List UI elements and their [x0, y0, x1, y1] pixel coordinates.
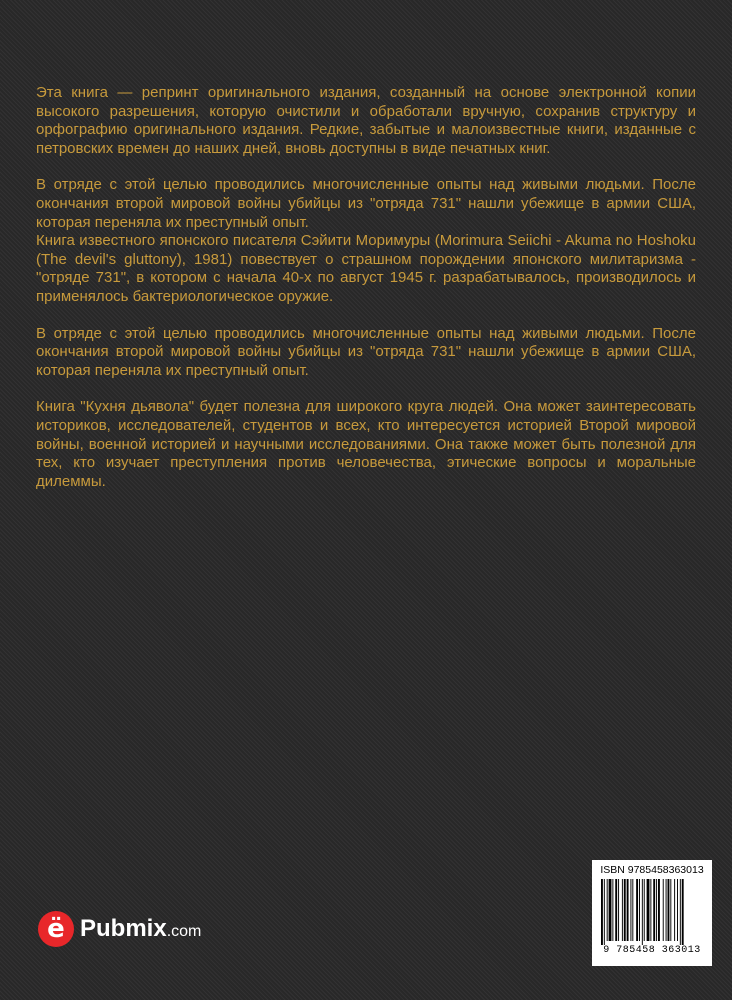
isbn-digits: 9 785458 363013: [603, 945, 701, 956]
back-cover-description: [36, 84, 696, 509]
pubmix-logo: [38, 906, 201, 952]
pubmix-logo-mark-icon: ё: [38, 911, 74, 947]
paragraph-unit-731-description: В отряде с этой целью проводились многочисленные опыты над живыми людьми. После окончания второй мировой войны убийцы из "отряда 731" нашли убежище в армии США, которая переняла их преступный опыт. Книга известного японского писателя Сэйити Моримуры (Morimura Seiichi - Akuma no Hoshoku (The devil's gluttony), 1981) повествует о страшном порождении японского милитаризма - "отряде 731", в котором с начала 40-х по август 1945 г. разрабатывалось, производилось и применялось бактериологическое оружие.: [36, 176, 696, 305]
paragraph-audience: Книга "Кухня дьявола" будет полезна для широкого круга людей. Она может заинтересовать историков, исследователей, студентов и всех, кто интересуется историей Второй мировой войны, военной историей и научными исследованиями. Она также может быть полезной для тех, кто изучает преступления против человечества, этические вопросы и моральные дилеммы.: [36, 398, 696, 490]
paragraph-reprint-note: Эта книга — репринт оригинального издания, созданный на основе электронной копии высокого разрешения, которую очистили и обработали вручную, сохранив структуру и орфографию оригинального издания. Редкие, забытые и малоизвестные книги, изданные с петровских времен до наших дней, вновь доступны в виде печатных книг.: [36, 84, 696, 157]
publisher-domain: .com: [166, 923, 202, 940]
isbn-barcode-box: [592, 860, 712, 966]
barcode-icon: [600, 879, 704, 945]
paragraph-experiments: В отряде с этой целью проводились многочисленные опыты над живыми людьми. После окончания второй мировой войны убийцы из "отряда 731" нашли убежище в армии США, которая переняла их преступный опыт.: [36, 324, 696, 379]
isbn-label: ISBN 9785458363013: [600, 864, 704, 876]
publisher-name: Pubmix: [80, 915, 167, 942]
